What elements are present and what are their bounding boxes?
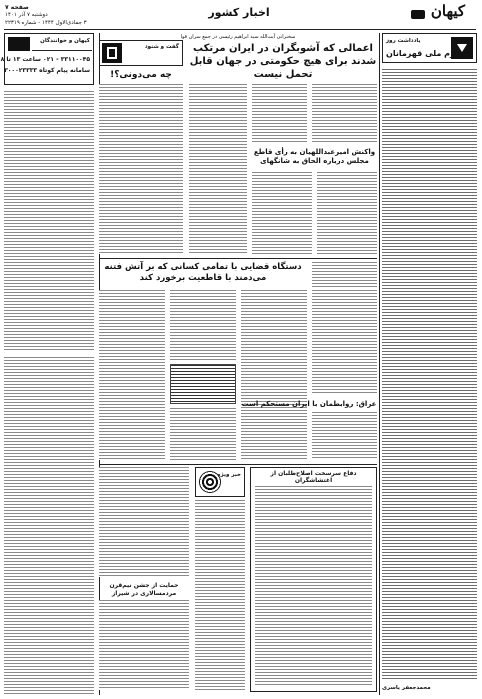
wide-headline-rule-top xyxy=(100,258,378,259)
special-news-body-1 xyxy=(196,500,246,690)
reformists-box xyxy=(251,467,378,692)
special-news-body-2 xyxy=(100,467,190,577)
logo-wordmark: کیهان xyxy=(431,2,467,20)
readers-title: کیهان و خوانندگان xyxy=(41,38,91,44)
conversation-box xyxy=(100,40,184,66)
main-headline: اعمالی که آشوبگران در ایران مرتکب شدند برای هیچ حکومتی در جهان قابل تحمل نیست xyxy=(190,43,378,80)
judiciary-col-5 xyxy=(313,290,378,395)
judiciary-side-col xyxy=(313,262,378,288)
editorial-header xyxy=(383,33,478,63)
lower-section-rule xyxy=(100,464,378,465)
section-title: اخبار کشور xyxy=(209,6,271,19)
shiraz-story xyxy=(100,600,190,690)
shanghai-story-col-2 xyxy=(318,172,378,254)
conversation-label: گفت و شنود xyxy=(145,44,180,50)
masthead xyxy=(0,0,482,30)
main-kicker: سخنرانی آیت‌الله سید ابراهیم رئیسی در جمع سران قوا xyxy=(181,34,297,40)
newspaper-logo xyxy=(410,1,474,29)
conversation-logo-icon xyxy=(103,43,123,63)
judiciary-col-3 xyxy=(171,408,237,460)
conversation-logo-mark xyxy=(108,47,118,59)
reformists-body xyxy=(256,486,373,686)
editorial-label: یادداشت روز xyxy=(387,38,422,44)
readers-box xyxy=(1,33,95,85)
right-column xyxy=(383,33,478,695)
readers-title-rule xyxy=(33,50,93,51)
iraq-headline: عراق: روابطمان با ایران مستحکم است xyxy=(242,400,378,408)
left-column xyxy=(1,33,95,695)
editorial-author: محمدجعفر یاسری xyxy=(383,685,432,691)
editorial-title: رزم ملی قهرمانان xyxy=(387,49,461,58)
editorial-body xyxy=(383,69,478,681)
right-column-divider xyxy=(380,33,381,695)
judiciary-pullquote xyxy=(171,364,237,404)
judiciary-col-1 xyxy=(100,290,166,460)
iraq-story xyxy=(313,412,378,460)
page-number: صفحه ۷ xyxy=(6,4,30,11)
reformists-title: دفاع سرسخت اصلاح‌طلبان از اغتشاشگران xyxy=(271,470,358,484)
readers-text-block-2 xyxy=(5,357,95,695)
judiciary-headline: دستگاه قضایی با تمامی کسانی که بر آتش فتنه می‌دمند با قاطعیت برخورد کند xyxy=(105,262,303,283)
readers-logo-icon xyxy=(9,37,31,51)
readers-text-block-1 xyxy=(5,91,95,351)
judiciary-col-4 xyxy=(242,290,308,460)
main-story-col-3 xyxy=(253,84,308,144)
special-news-header xyxy=(196,467,246,497)
shiraz-headline: حمایت از جشن نیم‌قرن مردمسالاری در شیراز xyxy=(110,582,180,597)
issue-date: دوشنبه ۷ آذر ۱۴۰۱ xyxy=(6,12,49,18)
main-story-col-1 xyxy=(100,84,184,254)
main-story-col-4 xyxy=(313,84,378,144)
judiciary-col-2 xyxy=(171,290,237,360)
main-story-col-2 xyxy=(190,84,248,254)
issue-number: ۳ جمادی‌الاول ۱۴۴۴ - شماره ۲۲۳۱۹ xyxy=(6,20,88,26)
conversation-headline: چه می‌دونی؟! xyxy=(111,70,173,80)
special-news-label: خبر ویژه xyxy=(218,472,242,478)
shanghai-story-col-1 xyxy=(253,172,313,254)
readers-sms: سامانه پیام کوتاه ۳۰۰۰۲۳۳۳۳ xyxy=(5,67,91,74)
readers-phone: ۳۳۱۱۰۰۴۵ - ۰۲۱ ساعت ۱۳ تا ۸ xyxy=(1,56,91,63)
masthead-rule xyxy=(5,29,477,30)
shanghai-headline: واکنش امیرعبداللهیان به رأی قاطع مجلس درباره الحاق به شانگهای xyxy=(254,148,377,165)
